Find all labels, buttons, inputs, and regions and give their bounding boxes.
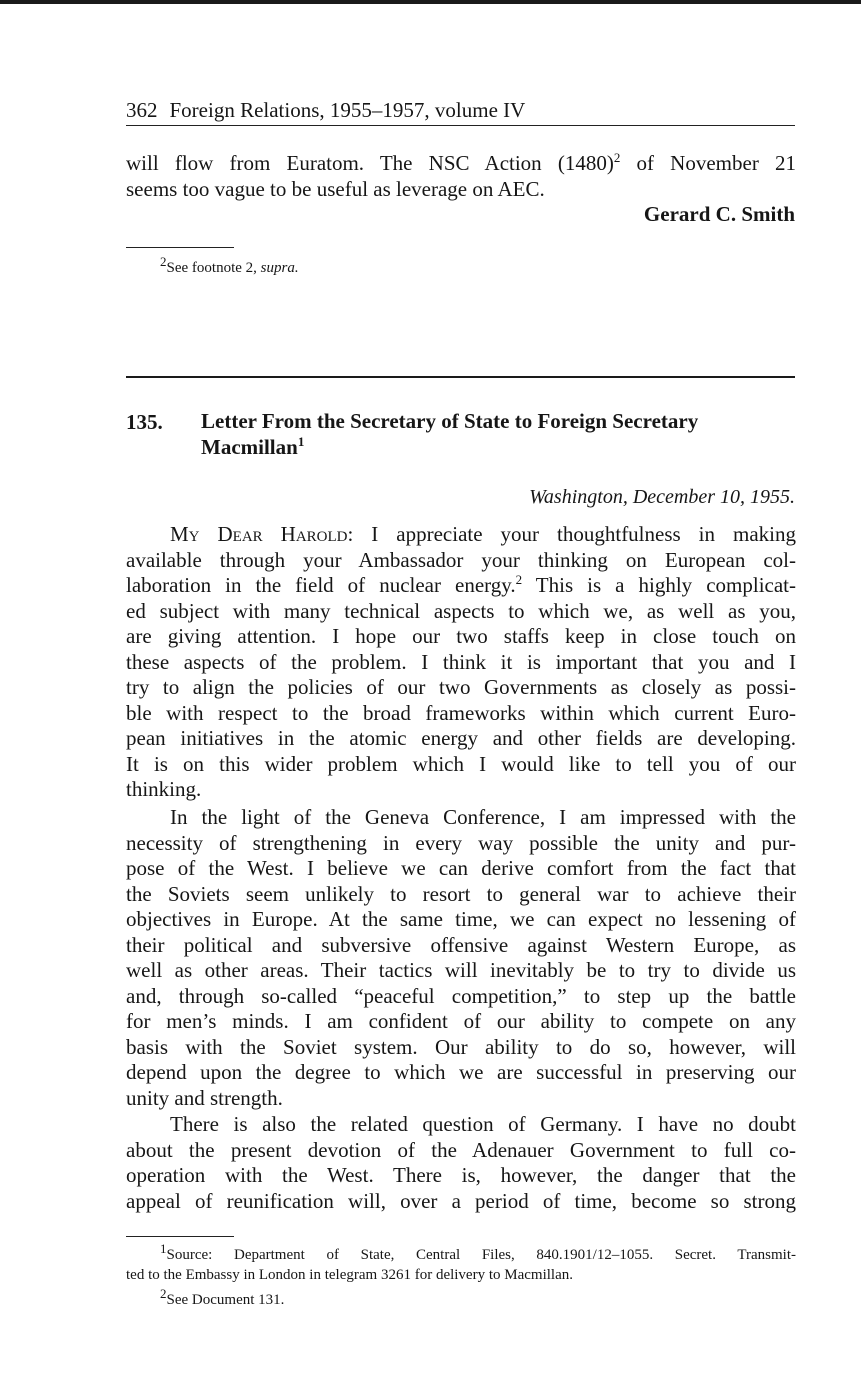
paragraph-1: My Dear Harold: I appreciate your thoughtfulness in making available through your Ambassador your thinking on European col- laboration in the field of nuclear energy.$^2$ This is a highly complicat- ed subject with many technical aspects to which we, as well as you, are giving attention. I hope our two staffs keep in close touch on these aspects of the problem. I think it is important that you and I try to align the policies of our two Governments as closely as possi- ble with respect to the broad frameworks within which current Euro- pean initiatives in the atomic energy and other fields are developing. It is on this wider problem which I would like to tell you of our thinking. (126, 522, 796, 801)
paragraph-2: In the light of the Geneva Conference, I am impressed with the necessity of strengthening in every way possible the unity and pur- pose of the West. I believe we can derive comfort from the fact that the Soviets seem unlikely to resort to general war to achieve their objectives in Europe. At the same time, we can expect no lessening of their political and subversive offensive against Western Europe, as well as other areas. Their tactics will inevitably be to try to divide us and, through so-called “peaceful competition,” to step up the battle for men’s minds. I am confident of our ability to compete on any basis with the Soviet system. Our ability to do so, however, will depend upon the degree to which we are successful in preserving our unity and strength. (126, 805, 796, 1110)
section-rule (126, 376, 795, 378)
footnote-document: 2See Document 131. (160, 1286, 285, 1308)
footnote-rule (126, 247, 234, 248)
footnote-rule (126, 1236, 234, 1237)
running-head (126, 96, 795, 126)
signature: Gerard C. Smith (643, 202, 795, 226)
volume-title: Foreign Relations, 1955–1957, volume IV (169, 98, 526, 122)
page-top-edge (0, 0, 861, 4)
footnote-source: 1Source: Department of State, Central Files, 840.1901/12–1055. Secret. Transmit- ted to the Embassy in London in telegram 3261 for delivery to Macmillan. (126, 1241, 796, 1283)
footnote-supra: 2See footnote 2, supra. (160, 254, 299, 276)
page-number: 362 (126, 98, 158, 122)
carryover-line-1: will flow from Euratom. The NSC Action $(1480)^2$ of November 21 (126, 150, 796, 175)
paragraph-3: There is also the related question of Germany. I have no doubt about the present devotion of the Adenauer Government to full co- operation with the West. There is, however, the danger that the appeal of reunification will, over a period of time, become so strong (126, 1112, 796, 1213)
paragraph-line: My Dear Harold: I appreciate your thoughtfulness in making (170, 522, 796, 546)
carryover-line-2: seems too vague to be useful as leverage on AEC. (126, 177, 545, 201)
dateline: Washington, December 10, 1955. (529, 486, 795, 508)
salutation: My Dear Harold (170, 522, 348, 546)
document-title: Letter From the Secretary of State to Foreign Secretary Macmillan$^1$ (201, 409, 699, 459)
footnote-ref: 2 (613, 150, 621, 165)
document-number: 135. (126, 410, 163, 434)
